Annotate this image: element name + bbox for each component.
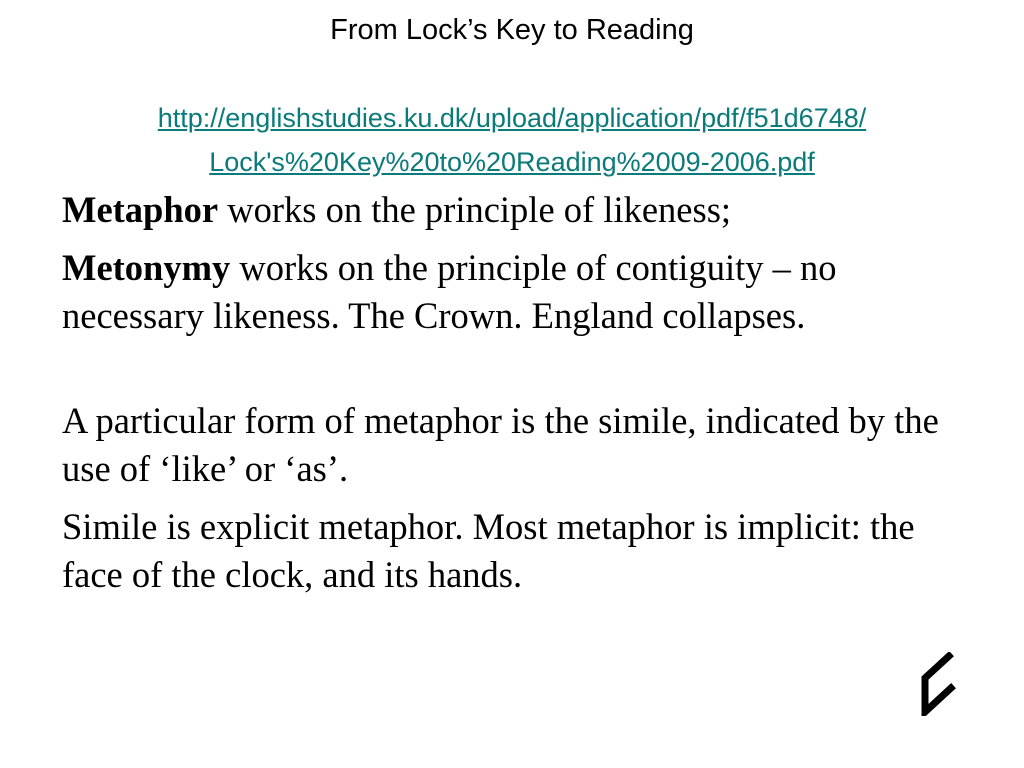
term-metonymy: Metonymy (62, 247, 231, 288)
paragraph-metonymy (62, 244, 962, 340)
return-arrow-icon[interactable] (916, 652, 956, 716)
source-link-line-2[interactable]: Lock's%20Key%20to%20Reading%2009-2006.pdf (209, 147, 815, 177)
source-link[interactable] (40, 96, 984, 184)
metaphor-definition: works on the principle of likeness; (218, 189, 732, 230)
metonymy-definition: works on the principle of contiguity – no necessary likeness. The Crown. England collapses. (62, 247, 837, 336)
slide-title: From Lock’s Key to Reading (330, 14, 694, 46)
slide-body (62, 186, 962, 609)
term-metaphor: Metaphor (62, 189, 219, 230)
paragraph-implicit-metaphor: Simile is explicit metaphor. Most metaphor is implicit: the face of the clock, and its hands. (62, 506, 915, 595)
source-link-line-1[interactable]: http://englishstudies.ku.dk/upload/application/pdf/f51d6748/ (157, 103, 867, 133)
paragraph-simile: A particular form of metaphor is the simile, indicated by the use of ‘like’ or ‘as’. (62, 400, 939, 489)
paragraph-metaphor (62, 186, 962, 234)
